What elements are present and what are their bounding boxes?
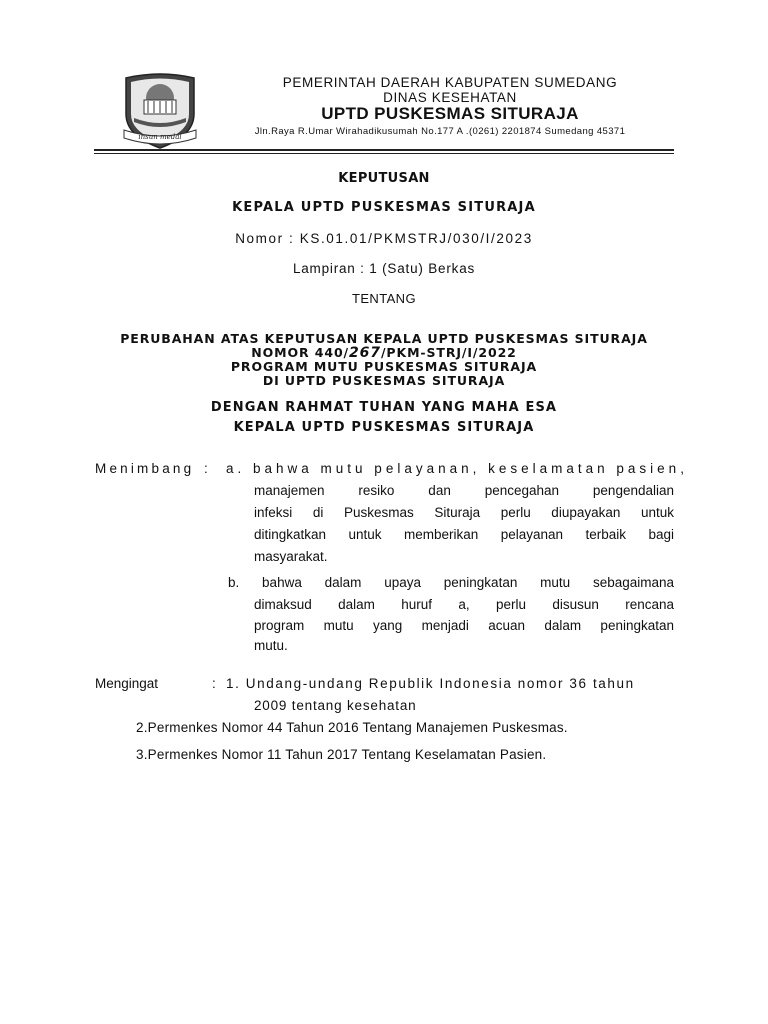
menimbang-item-a-first: a. bahwa mutu pelayanan, keselamatan pasien, [226, 461, 688, 476]
menimbang-a-line: ditingkatkan untuk memberikan pelayanan terbaik bagi [254, 527, 674, 542]
attachment-line: Lampiran : 1 (Satu) Berkas [292, 261, 476, 276]
menimbang-b-line: mutu. [254, 638, 288, 653]
mengingat-item-3: 3.Permenkes Nomor 11 Tahun 2017 Tentang Keselamatan Pasien. [136, 747, 547, 762]
menimbang-item-b-first: b. bahwa dalam upaya peningkatan mutu sebagaimana [228, 575, 674, 590]
issuer-title: KEPALA UPTD PUSKESMAS SITURAJA [232, 200, 536, 215]
subject-line-4: DI UPTD PUSKESMAS SITURAJA [262, 373, 506, 388]
menimbang-b-line: dimaksud dalam huruf a, perlu disusun rencana [254, 597, 674, 612]
letterhead-government: PEMERINTAH DAERAH KABUPATEN SUMEDANG [282, 75, 618, 90]
menimbang-a-line: infeksi di Puskesmas Situraja perlu diupayakan untuk [254, 505, 674, 520]
letterhead-department: DINAS KESEHATAN [383, 90, 517, 105]
subject-line-2-suffix: /PKM-STRJ/I/2022 [380, 345, 517, 360]
menimbang-item-b-rest [254, 595, 674, 657]
subject-line-1: PERUBAHAN ATAS KEPUTUSAN KEPALA UPTD PUSKESMAS SITURAJA [120, 331, 648, 346]
letterhead-org-name: UPTD PUSKESMAS SITURAJA [321, 104, 579, 123]
handwritten-number: 267 [349, 345, 381, 361]
sumedang-seal-logo [120, 70, 200, 150]
menimbang-item-a-rest [254, 480, 674, 568]
menimbang-a-line: masyarakat. [254, 549, 328, 564]
issuer-title-2: KEPALA UPTD PUSKESMAS SITURAJA [233, 420, 535, 435]
document-number: Nomor : KS.01.01/PKMSTRJ/030/I/2023 [235, 231, 533, 246]
mengingat-item-2: 2.Permenkes Nomor 44 Tahun 2016 Tentang Manajemen Puskesmas. [136, 720, 568, 735]
menimbang-b-line: program mutu yang menjadi acuan dalam peningkatan [254, 617, 674, 633]
menimbang-label: Menimbang [95, 461, 195, 476]
subject-line-3: PROGRAM MUTU PUSKESMAS SITURAJA [230, 359, 538, 374]
menimbang-colon: : [204, 461, 208, 476]
menimbang-a-line: manajemen resiko dan pencegahan pengendalian [254, 483, 674, 498]
letterhead-rule-thin [94, 153, 674, 154]
subject-heading: TENTANG [352, 291, 416, 306]
subject-line-2-prefix: NOMOR 440/ [251, 345, 350, 360]
mengingat-item-1-continued: 2009 tentang kesehatan [254, 698, 417, 713]
document-title: KEPUTUSAN [338, 171, 430, 186]
subject-line-2 [94, 346, 674, 360]
letterhead-address: Jln.Raya R.Umar Wirahadikusumah No.177 A .(0261) 2201874 Sumedang 45371 [254, 126, 626, 137]
invocation: DENGAN RAHMAT TUHAN YANG MAHA ESA [210, 400, 558, 415]
mengingat-item-1: 1. Undang-undang Republik Indonesia nomor 36 tahun [226, 676, 635, 691]
mengingat-colon: : [212, 676, 216, 691]
svg-text:insun medal: insun medal [138, 133, 182, 141]
letterhead-rule-thick [94, 149, 674, 151]
mengingat-label: Mengingat [95, 676, 159, 691]
